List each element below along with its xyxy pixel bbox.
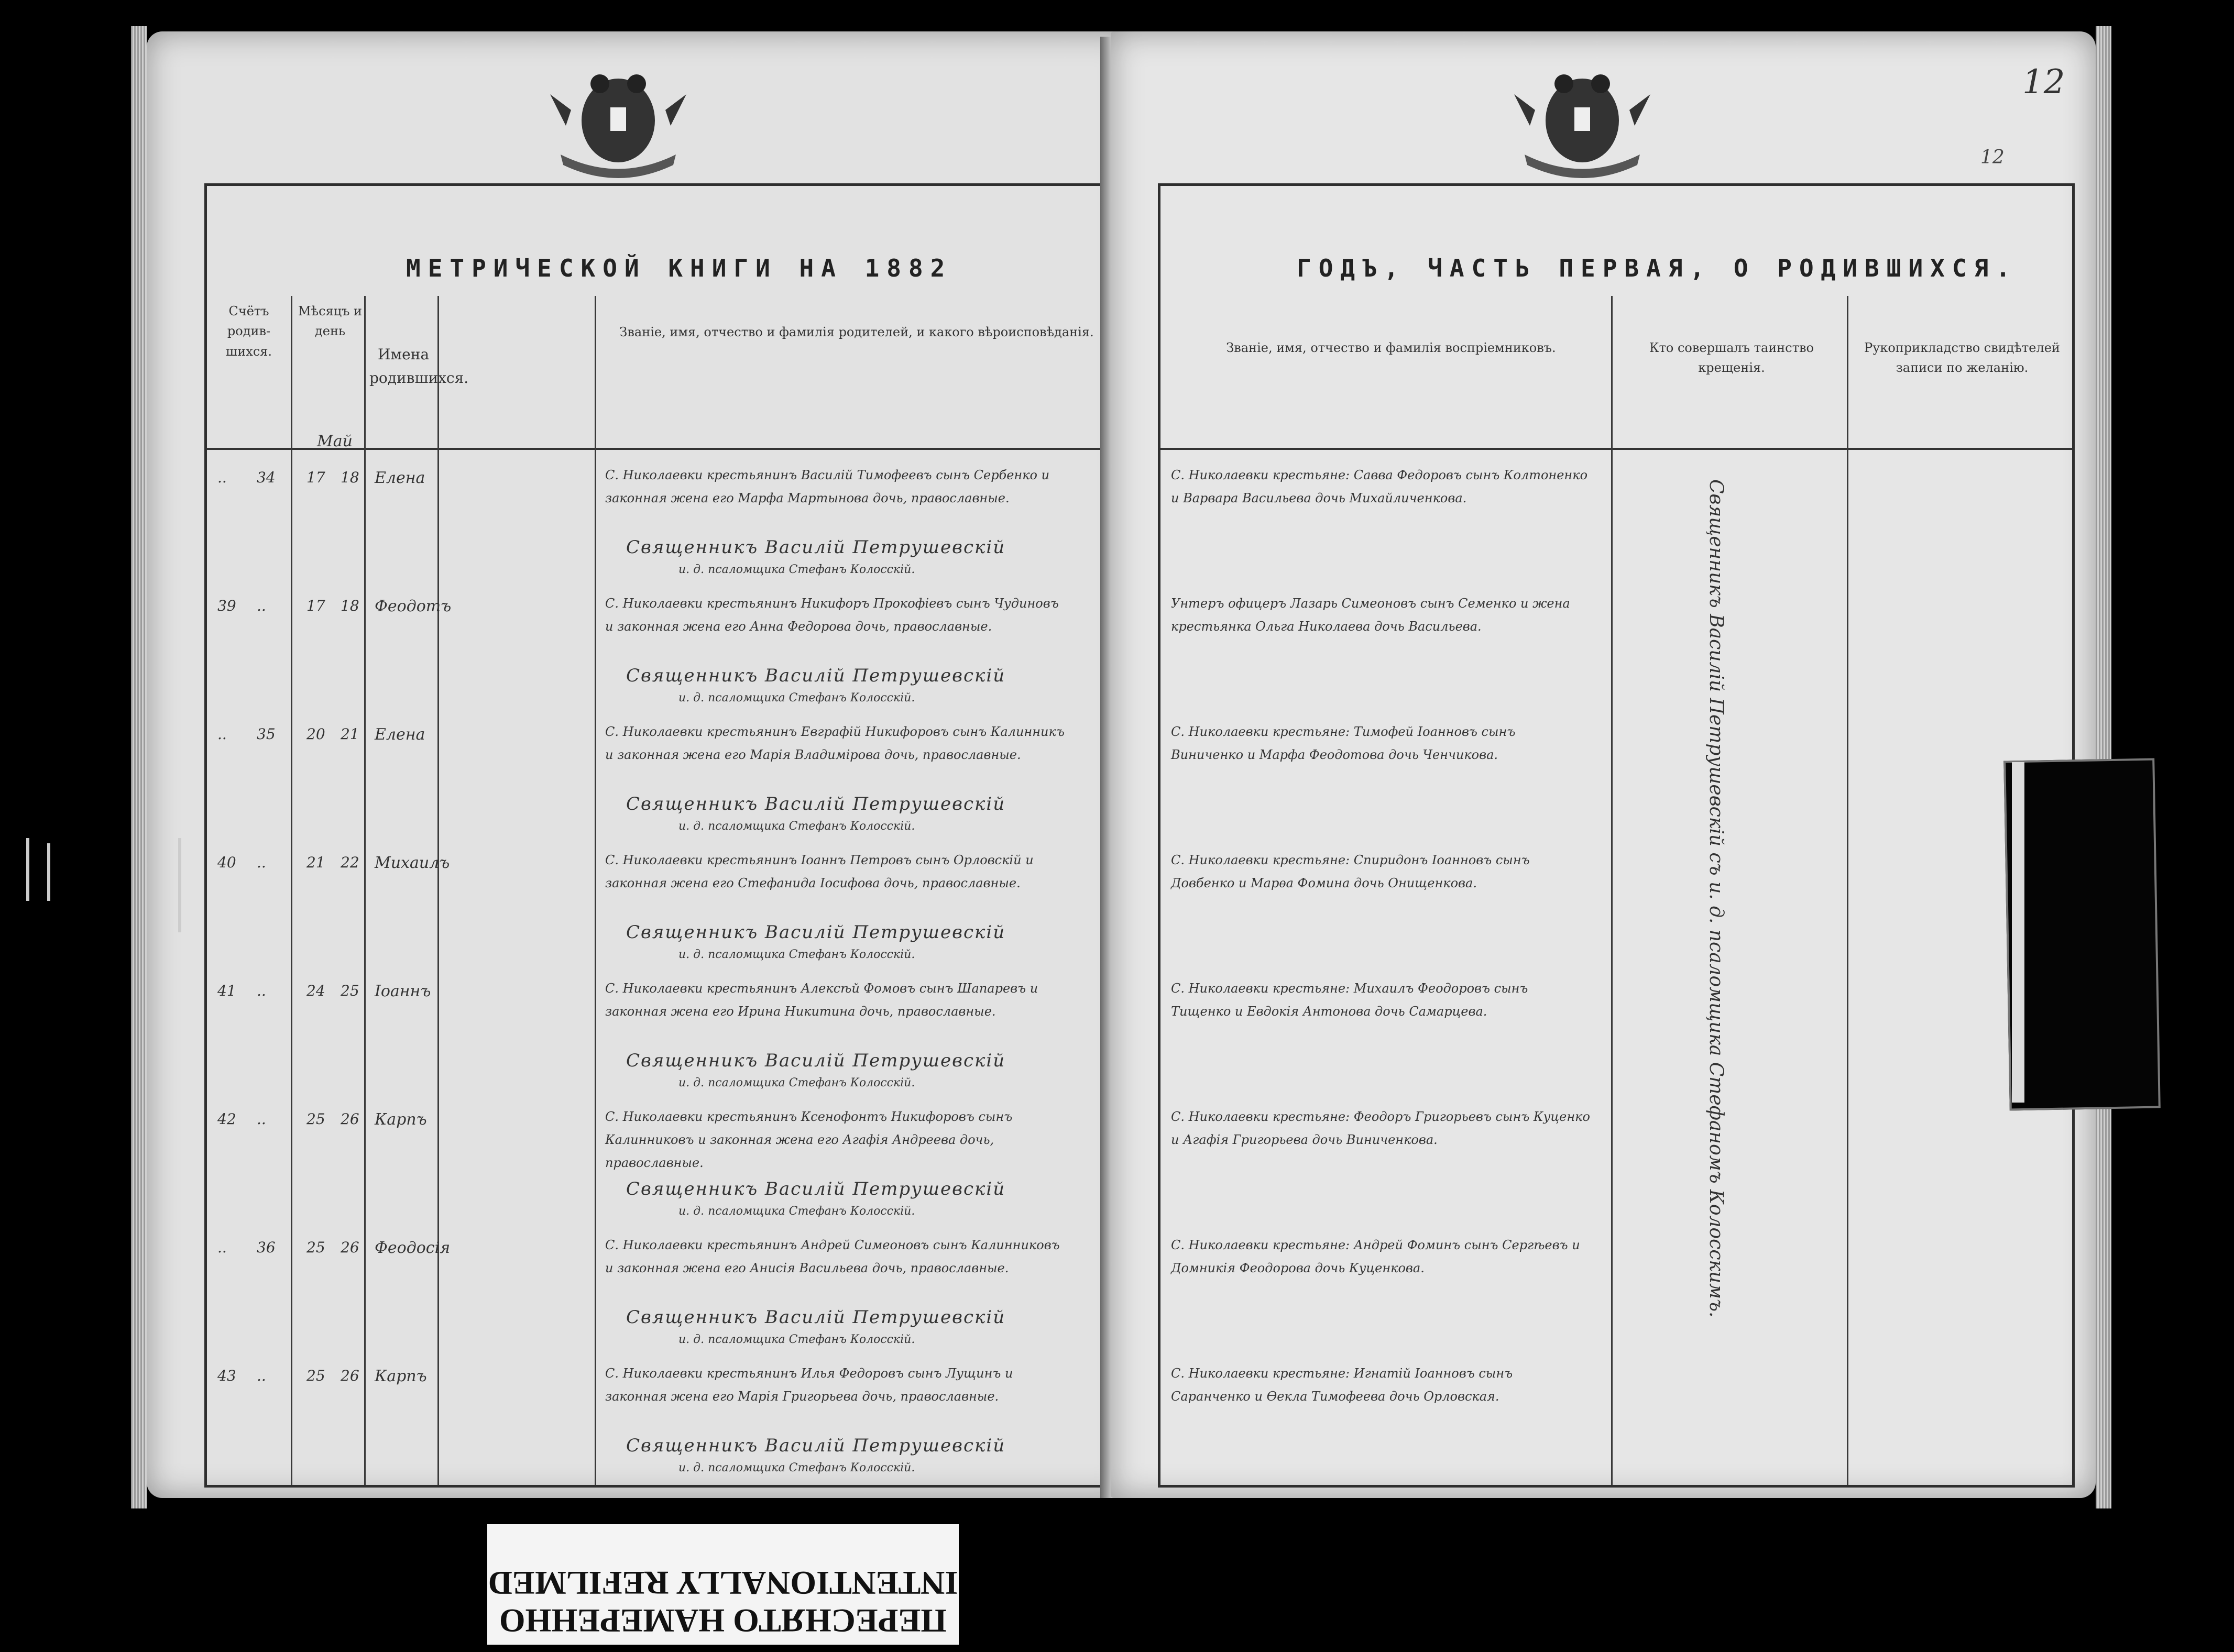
col-divider [291,296,292,1485]
clerk-signature: и. д. псаломщика Стефанъ Колосскій. [678,691,915,704]
female-count: 35 [257,725,276,743]
birth-day: 17 [306,469,325,486]
birth-day: 20 [306,725,325,743]
godparents-record: С. Николаевки крестьяне: Спиридонъ Іоанновъ сынъ Довбенко и Марѳа Фомина дочь Онищенкова. [1171,853,1530,890]
birth-day: 25 [306,1110,325,1128]
female-count: 36 [257,1239,276,1256]
child-name: Елена [375,725,425,744]
birth-day: 24 [306,982,325,999]
male-count: 40 [217,854,236,871]
clerk-signature: и. д. псаломщика Стефанъ Колосскій. [678,1205,915,1218]
male-count: 39 [217,597,236,614]
stamp-line-en: INTENTIONALLY REFILMED [488,1565,958,1602]
col-divider [595,296,596,1485]
female-count: .. [257,1110,266,1128]
godparents-record: С. Николаевки крестьяне: Тимофей Іоанновъ сынъ Виниченко и Марфа Феодотова дочь Ченчикова. [1171,724,1516,762]
clerk-signature: и. д. псаломщика Стефанъ Колосскій. [678,1076,915,1089]
imperial-crest-icon [1504,63,1661,189]
baptism-day: 18 [341,469,359,486]
female-count: .. [257,982,266,999]
left-heading: МЕТРИЧЕСКОЙ КНИГИ НА 1882 [406,254,952,282]
col-divider [1847,296,1848,1485]
male-count: .. [217,725,227,743]
birth-day: 25 [306,1367,325,1384]
tab-edge-strip [2012,762,2024,1103]
parents-record: С. Николаевки крестьянинъ Василій Тимофеевъ сынъ Сербенко и законная жена его Марфа Мартынова дочь, православные. [605,468,1050,505]
parents-record: С. Николаевки крестьянинъ Ксенофонтъ Никифоровъ сынъ Калинниковъ и законная жена его Агафія Андреева дочь, православные. [605,1109,1013,1170]
godparents-record: С. Николаевки крестьяне: Михаилъ Феодоровъ сынъ Тищенко и Евдокія Антонова дочь Самарцева. [1171,981,1528,1019]
baptism-day: 22 [341,854,359,871]
col-parents-title: Званіе, имя, отчество и фамилія родителей, и какого вѣроисповѣданія. [619,325,1094,339]
baptism-day: 26 [341,1367,359,1384]
col-month-title: Мѣсяцъ и день [298,304,362,339]
child-name: Феодосія [375,1239,451,1257]
priest-signature: Священникъ Василій Петрушевскій [626,537,1006,558]
parents-record: С. Николаевки крестьянинъ Алексѣй Фомовъ сынъ Шапаревъ и законная жена его Ирина Никитина дочь, православные. [605,981,1038,1019]
left-page-stack [131,26,147,1508]
month-label: Май [317,432,353,450]
page-number-small: 12 [1980,147,2005,168]
open-register-book [147,21,2159,1508]
parents-record: С. Николаевки крестьянинъ Іоаннъ Петровъ сынъ Орловскій и законная жена его Стефанида Іосифова дочь, православные. [605,853,1034,890]
birth-day: 21 [306,854,325,871]
parents-record: С. Николаевки крестьянинъ Евграфій Никифоровъ сынъ Калинникъ и законная жена его Марія Владимірова дочь, православные. [605,724,1065,762]
baptism-day: 25 [341,982,359,999]
clerk-signature: и. д. псаломщика Стефанъ Колосскій. [678,820,915,833]
left-page [147,31,1132,1498]
parents-record: С. Николаевки крестьянинъ Никифоръ Прокофіевъ сынъ Чудиновъ и законная жена его Анна Федорова дочь, православные. [605,596,1059,634]
birth-day: 25 [306,1239,325,1256]
female-count: .. [257,597,266,614]
performer-vertical-text: Священникъ Василій Петрушевскій съ и. д. псаломщика Стефаномъ Колосскимъ. [1705,479,1727,1318]
right-heading: ГОДЪ, ЧАСТЬ ПЕРВАЯ, О РОДИВШИХСЯ. [1297,254,2018,282]
godparents-record: С. Николаевки крестьяне: Андрей Фоминъ сынъ Сергѣевъ и Домникія Феодорова дочь Куценкова. [1171,1238,1580,1275]
clerk-signature: и. д. псаломщика Стефанъ Колосскій. [678,1461,915,1474]
imperial-crest-icon [540,63,697,189]
left-table-frame [204,183,1121,1488]
baptism-day: 21 [341,725,359,743]
clerk-signature: и. д. псаломщика Стефанъ Колосскій. [678,948,915,961]
stamp-line-ru: ПЕРЕСНЯТО НАМЕРЕННО [499,1602,947,1639]
col-divider [364,296,366,1485]
child-name: Елена [375,469,425,487]
priest-signature: Священникъ Василій Петрушевскій [626,922,1006,943]
col-count-title: Счётъ родив-шихся. [225,304,272,359]
black-page-tab [2003,758,2161,1111]
child-name: Іоаннъ [375,982,431,1000]
birth-day: 17 [306,597,325,614]
child-name: Феодотъ [375,597,452,615]
col-godparents-title: Званіе, имя, отчество и фамилія воспріемниковъ. [1226,340,1556,355]
page-number: 12 [2022,63,2065,102]
right-page [1111,31,2096,1498]
godparents-record: С. Николаевки крестьяне: Игнатій Іоанновъ сынъ Саранченко и Ѳекла Тимофеева дочь Орловская. [1171,1366,1513,1404]
clerk-signature: и. д. псаломщика Стефанъ Колосскій. [678,563,915,576]
parents-record: С. Николаевки крестьянинъ Илья Федоровъ сынъ Лущинъ и законная жена его Марія Григорьева дочь, православные. [605,1366,1013,1404]
film-mark [178,838,181,932]
film-mark [47,843,50,901]
film-mark [26,838,29,901]
priest-signature: Священникъ Василій Петрушевскій [626,1435,1006,1456]
parents-record: С. Николаевки крестьянинъ Андрей Симеоновъ сынъ Калинниковъ и законная жена его Анисія Васильева дочь, православные. [605,1238,1060,1275]
godparents-record: С. Николаевки крестьяне: Савва Федоровъ сынъ Колтоненко и Варвара Васильева дочь Михайличенкова. [1171,468,1588,505]
col-performer-title: Кто совершалъ таинство крещенія. [1649,340,1814,376]
male-count: .. [217,469,227,486]
refilmed-stamp [487,1524,959,1645]
male-count: 41 [217,982,236,999]
male-count: 43 [217,1367,236,1384]
female-count: 34 [257,469,276,486]
child-name: Михаилъ [375,854,450,872]
priest-signature: Священникъ Василій Петрушевскій [626,1307,1006,1328]
clerk-signature: и. д. псаломщика Стефанъ Колосскій. [678,1333,915,1346]
child-name: Карпъ [375,1110,427,1129]
baptism-day: 18 [341,597,359,614]
priest-signature: Священникъ Василій Петрушевскій [626,794,1006,814]
female-count: .. [257,1367,266,1384]
male-count: .. [217,1239,227,1256]
col-divider [1611,296,1613,1485]
child-name: Карпъ [375,1367,427,1385]
priest-signature: Священникъ Василій Петрушевскій [626,665,1006,686]
baptism-day: 26 [341,1239,359,1256]
baptism-day: 26 [341,1110,359,1128]
godparents-record: С. Николаевки крестьяне: Феодоръ Григорьевъ сынъ Куценко и Агафія Григорьева дочь Виниченкова. [1171,1109,1590,1147]
priest-signature: Священникъ Василій Петрушевскій [626,1050,1006,1071]
priest-signature: Священникъ Василій Петрушевскій [626,1179,1006,1199]
male-count: 42 [217,1110,236,1128]
col-names-title: Имена родившихся. [369,346,469,387]
godparents-record: Унтеръ офицеръ Лазарь Симеоновъ сынъ Семенко и жена крестьянка Ольга Николаева дочь Васильева. [1171,596,1570,634]
col-signatures-title: Рукоприкладство свидѣтелей записи по желанію. [1864,340,2060,376]
right-table-frame [1158,183,2075,1488]
female-count: .. [257,854,266,871]
col-divider [437,296,439,1485]
